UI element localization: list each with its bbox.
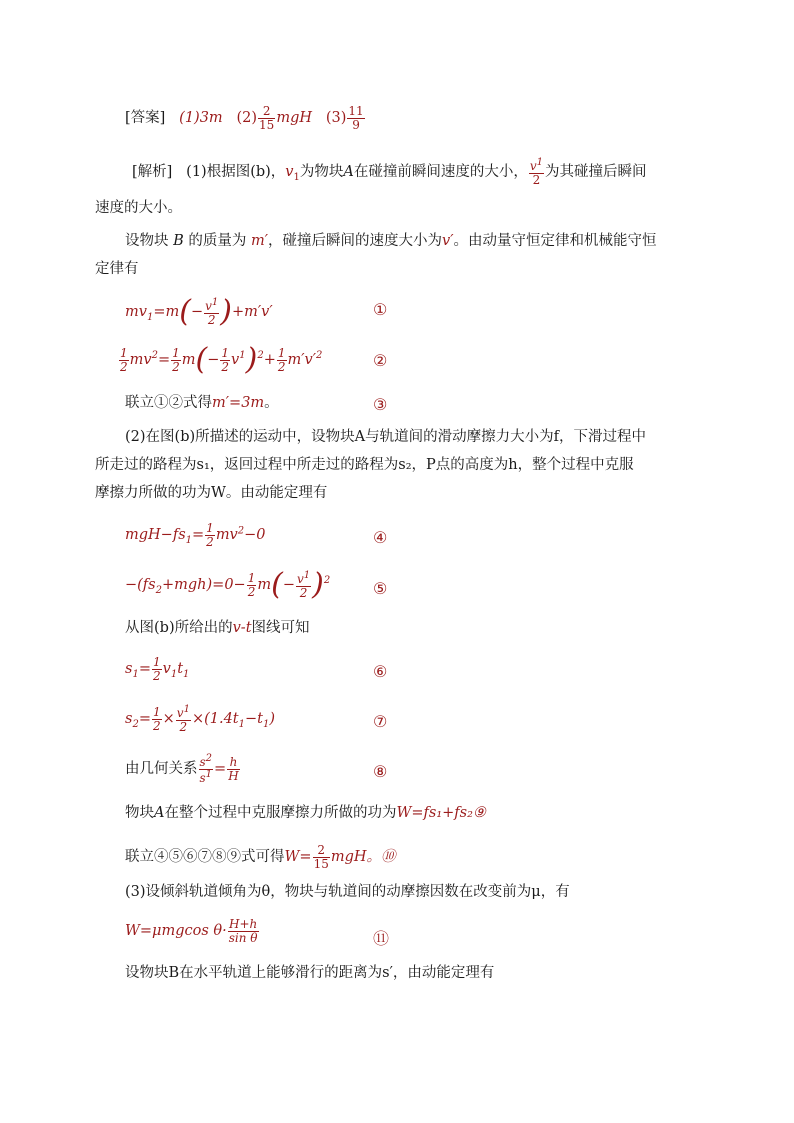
analysis-text: 联立④⑤⑥⑦⑧⑨式可得	[125, 849, 285, 866]
analysis-text: 联立①②式得	[125, 395, 212, 411]
equation-8-number: ⑧	[373, 762, 388, 781]
answer-part2-prefix: (2)	[236, 110, 258, 127]
var-a: A	[343, 164, 354, 181]
analysis-label: [解析]	[132, 164, 173, 181]
analysis-text: 图线可知	[251, 620, 310, 636]
var-b: B	[173, 233, 184, 249]
analysis-text: 的质量为	[188, 233, 247, 249]
analysis-line-3	[125, 234, 657, 249]
equation-2: $\frac{1}{2}$ $mv^2=$ $\frac{1}{2}$ m(− $\frac{1}{2}$ $v^1)^2+$ $\frac{1}{2}$ $m'v'^2$	[120, 342, 323, 377]
work-line	[125, 806, 486, 821]
equation-5: $-(fs_2+mgh)=0-$ $\frac{1}{2}$ m(− $\frac{v^1}{2}$ )$^2$	[125, 567, 331, 602]
analysis-text: (1)根据图(b)，	[186, 164, 286, 181]
analysis-line-4: 定律有	[95, 261, 139, 277]
equation-4-number: ④	[373, 528, 388, 547]
var-m-prime: m′	[250, 233, 269, 249]
analysis-text: 由几何关系	[125, 761, 198, 778]
equation-6: $s_1=$ $\frac{1}{2}$ $v_1t_1$	[125, 655, 190, 683]
analysis-text: ，碰撞后瞬间的速度大小为	[268, 233, 443, 249]
equation-7-number: ⑦	[373, 712, 388, 731]
var-a: A	[154, 805, 165, 821]
combine-fraction: $\frac{2}{15}$	[313, 843, 329, 871]
analysis-text: 从图(b)所给出的	[125, 620, 233, 636]
combine-rest: mgH。⑩	[330, 849, 396, 866]
part3-line-1: (3)设倾斜轨道倾角为θ，物块与轨道间的动摩擦因数在改变前为μ，有	[125, 884, 570, 900]
answer-label: [答案]	[125, 110, 166, 127]
part2-line-3: 摩擦力所做的功为W。由动能定理有	[95, 485, 328, 501]
answer-part2-suffix: mgH	[276, 110, 313, 127]
analysis-line-2: 速度的大小。	[95, 200, 182, 216]
work-equation: W=fs₁+fs₂⑨	[396, 805, 486, 821]
analysis-text: 在整个过程中克服摩擦力所做的功为	[164, 805, 397, 821]
equation-1-number: ①	[373, 300, 388, 319]
v1-half-fraction: $\frac{v^1}{2}$	[529, 157, 544, 187]
analysis-line-1: [解析] (1)根据图(b)，$v_1$为物块A在碰撞前瞬间速度的大小， $\frac{v^1}{2}$ 为其碰撞后瞬间	[132, 157, 647, 187]
var-v: v	[285, 164, 294, 181]
vt-text	[125, 621, 310, 636]
var-v-prime: v′	[442, 233, 454, 249]
equation-3-result: m′=3m	[212, 395, 265, 411]
part2-line-1: (2)在图(b)所描述的运动中，设物块A与轨道间的滑动摩擦力大小为f，下滑过程中	[125, 429, 646, 445]
equation-8: 由几何关系 $\frac{s^2}{s^1}$ = $\frac{h}{H}$	[125, 753, 239, 785]
combine-w: W=	[284, 849, 312, 866]
combine-line	[125, 844, 396, 870]
equation-3	[125, 396, 279, 411]
analysis-text: 物块	[125, 805, 154, 821]
analysis-text: 。由动量守恒定律和机械能守恒	[453, 233, 657, 249]
last-line: 设物块B在水平轨道上能够滑行的距离为s′，由动能定理有	[125, 965, 495, 981]
answer-part1: (1)3m	[179, 110, 223, 127]
equation-11: W=μmgcos θ· $\frac{H+h}{\text{sin θ}}$	[125, 917, 258, 945]
equation-3-number: ③	[373, 395, 388, 414]
equation-6-number: ⑥	[373, 662, 388, 681]
answer-line	[125, 105, 366, 131]
equation-1: $mv_1=m(-$ $\frac{v^1}{2}$ )+m′v′	[125, 294, 273, 329]
equation-2-number: ②	[373, 351, 388, 370]
equation-11-number: ⑪	[373, 929, 390, 948]
analysis-text: 为物块	[299, 164, 344, 181]
analysis-text: 设物块	[125, 233, 169, 249]
vt-label: v-t	[232, 620, 252, 636]
answer-part2-fraction: $\frac{2}{15}$	[259, 104, 275, 132]
answer-part3-fraction: $\frac{11}{9}$	[348, 104, 364, 132]
answer-part3-prefix: (3)	[325, 110, 347, 127]
equation-4: $mgH-fs_1=$ $\frac{1}{2}$ $mv^2-0$	[125, 521, 266, 549]
analysis-text: 为其碰撞后瞬间	[545, 164, 647, 181]
equation-5-number: ⑤	[373, 579, 388, 598]
analysis-text: 在碰撞前瞬间速度的大小，	[353, 164, 528, 181]
equation-7: $s_2=$ $\frac{1}{2}$ × $\frac{v^1}{2}$ $\times(1.4t_1-t_1)$	[125, 704, 276, 734]
part2-line-2: 所走过的路程为s₁，返回过程中所走过的路程为s₂，P点的高度为h，整个过程中克服	[95, 457, 634, 473]
analysis-text: 。	[264, 395, 279, 411]
